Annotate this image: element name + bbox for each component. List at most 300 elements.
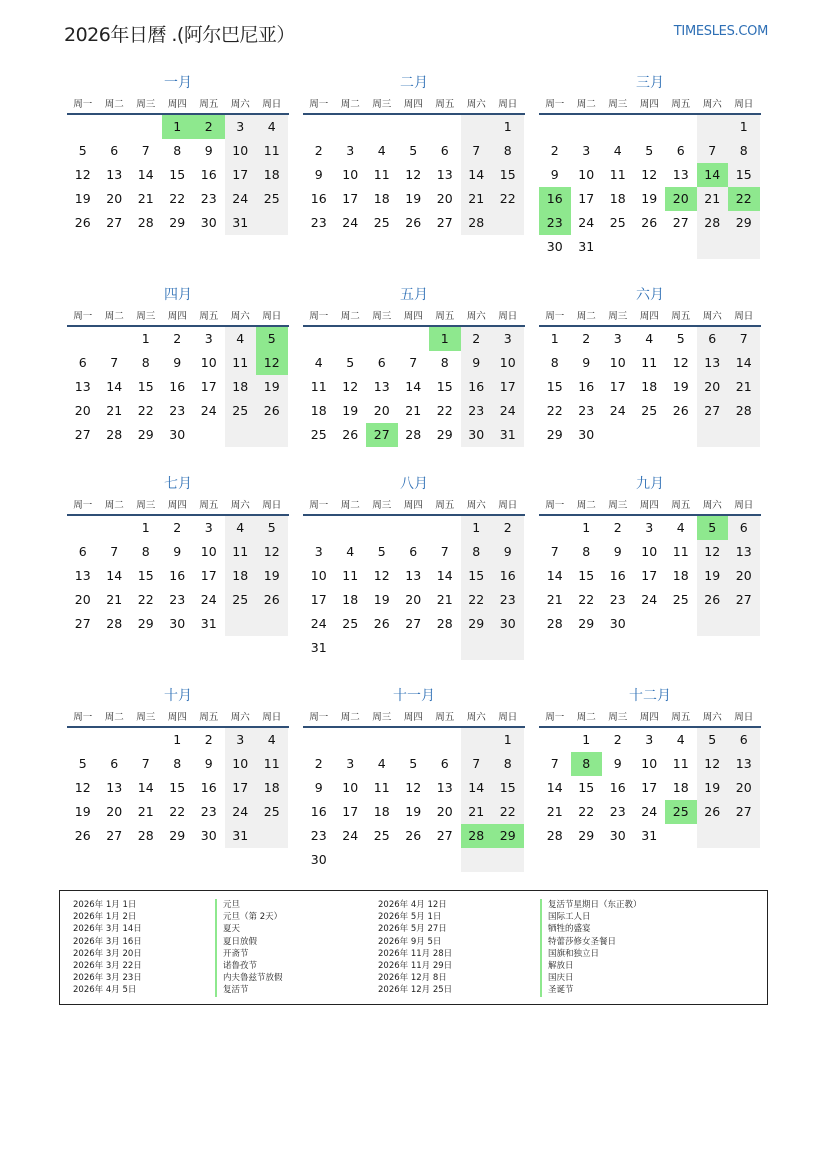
day-cell: 25 — [225, 588, 257, 612]
weekday-label: 周五 — [435, 99, 455, 110]
day-cell: 8 — [141, 544, 150, 559]
day-cell: 1 — [728, 115, 760, 139]
day-cell: 30 — [546, 239, 563, 254]
day-cell: 12 — [672, 355, 689, 370]
weekday-label: 周四 — [403, 712, 423, 723]
empty-cell — [665, 235, 697, 259]
weekday-header — [67, 707, 289, 728]
day-cell: 14 — [461, 776, 493, 800]
day-cell: 13 — [106, 780, 123, 795]
day-cell: 1 — [173, 732, 182, 747]
day-cell: 25 — [256, 187, 288, 211]
day-cell: 26 — [256, 399, 288, 423]
day-cell: 24 — [310, 616, 327, 631]
empty-cell — [539, 728, 571, 752]
weekday-label: 周六 — [230, 712, 250, 723]
day-cell: 7 — [550, 544, 559, 559]
day-cell: 17 — [641, 780, 658, 795]
day-cell: 12 — [256, 540, 288, 564]
holiday-date: 2026年 9月 5日 — [378, 936, 442, 947]
month-7 — [67, 473, 289, 636]
day-cell: 22 — [461, 588, 493, 612]
day-grid — [539, 115, 761, 259]
day-cell: 18 — [256, 163, 288, 187]
month-name: 三月 — [636, 75, 664, 91]
weekday-label: 周六 — [230, 500, 250, 511]
day-cell: 11 — [342, 568, 359, 583]
day-cell: 11 — [225, 540, 257, 564]
day-cell: 4 — [346, 544, 355, 559]
day-cell: 26 — [697, 800, 729, 824]
day-cell: 14 — [137, 780, 154, 795]
day-cell: 23 — [578, 403, 595, 418]
day-cell: 26 — [373, 616, 390, 631]
day-cell: 26 — [405, 215, 422, 230]
empty-cell — [398, 728, 430, 752]
weekday-label: 周三 — [608, 500, 628, 511]
day-cell: 20 — [436, 191, 453, 206]
day-cell: 5 — [256, 516, 288, 540]
day-cell: 31 — [578, 239, 595, 254]
day-cell: 30 — [461, 423, 493, 447]
empty-cell — [303, 516, 335, 540]
weekday-label: 周二 — [340, 311, 360, 322]
day-cell: 25 — [256, 800, 288, 824]
day-cell: 3 — [582, 143, 591, 158]
day-cell: 17 — [200, 568, 217, 583]
empty-cell — [492, 636, 524, 660]
day-cell: 21 — [106, 592, 123, 607]
weekday-label: 周三 — [608, 99, 628, 110]
day-cell: 23 — [200, 804, 217, 819]
day-cell: 15 — [492, 776, 524, 800]
day-cell: 24 — [492, 399, 524, 423]
weekday-label: 周日 — [498, 311, 518, 322]
month-name: 十月 — [164, 688, 192, 704]
weekday-label: 周一 — [73, 712, 93, 723]
weekday-label: 周三 — [136, 99, 156, 110]
day-cell: 26 — [74, 215, 91, 230]
day-cell: 7 — [697, 139, 729, 163]
day-cell: 18 — [256, 776, 288, 800]
day-cell: 30 — [609, 828, 626, 843]
holiday-date: 2026年 3月 22日 — [73, 960, 142, 971]
holiday-name: 国庆日 — [548, 973, 574, 984]
day-cell: 30 — [609, 616, 626, 631]
day-cell: 12 — [256, 351, 288, 375]
day-cell: 7 — [141, 143, 150, 158]
day-cell: 2 — [461, 327, 493, 351]
empty-cell — [571, 115, 603, 139]
day-cell: 24 — [342, 828, 359, 843]
weekday-label: 周三 — [372, 311, 392, 322]
day-cell: 15 — [461, 564, 493, 588]
holiday-name: 解放日 — [548, 960, 574, 971]
weekday-label: 周六 — [466, 712, 486, 723]
day-cell: 21 — [137, 804, 154, 819]
day-cell: 25 — [310, 427, 327, 442]
day-cell: 23 — [461, 399, 493, 423]
day-cell: 17 — [225, 776, 257, 800]
day-cell: 31 — [225, 211, 257, 235]
day-grid — [539, 327, 761, 447]
holiday-date: 2026年 11月 29日 — [378, 960, 453, 971]
day-cell: 21 — [461, 800, 493, 824]
month-9 — [539, 473, 761, 636]
day-cell: 23 — [539, 211, 571, 235]
weekday-label: 周四 — [167, 500, 187, 511]
empty-cell — [303, 115, 335, 139]
day-cell: 27 — [106, 215, 123, 230]
month-name: 九月 — [636, 476, 664, 492]
day-cell: 13 — [74, 379, 91, 394]
month-name: 十一月 — [393, 688, 435, 704]
day-cell: 28 — [461, 211, 493, 235]
day-cell: 26 — [641, 215, 658, 230]
day-cell: 13 — [436, 167, 453, 182]
weekday-label: 周六 — [466, 500, 486, 511]
empty-cell — [429, 516, 461, 540]
day-grid — [303, 516, 525, 660]
empty-cell — [366, 516, 398, 540]
holiday-name: 特蕾莎修女圣餐日 — [548, 936, 617, 947]
day-cell: 29 — [578, 616, 595, 631]
empty-cell — [67, 115, 99, 139]
day-cell: 22 — [546, 403, 563, 418]
day-cell: 3 — [314, 544, 323, 559]
weekday-label: 周一 — [309, 500, 329, 511]
holiday-name: 国际工人日 — [548, 912, 591, 923]
day-cell: 21 — [137, 191, 154, 206]
empty-cell — [256, 423, 288, 447]
holiday-dates-col-2 — [378, 899, 452, 997]
empty-cell — [130, 115, 162, 139]
holiday-name: 复活节 — [223, 985, 249, 996]
empty-cell — [398, 115, 430, 139]
holiday-date: 2026年 1月 2日 — [73, 912, 137, 923]
day-cell: 8 — [582, 544, 591, 559]
holiday-date: 2026年 12月 25日 — [378, 985, 453, 996]
day-cell: 11 — [310, 379, 327, 394]
holiday-name: 牺牲的盛宴 — [548, 924, 591, 935]
empty-cell — [130, 728, 162, 752]
empty-cell — [602, 423, 634, 447]
weekday-header — [67, 495, 289, 516]
day-cell: 10 — [225, 139, 257, 163]
holiday-date: 2026年 3月 16日 — [73, 936, 142, 947]
day-cell: 22 — [169, 191, 186, 206]
weekday-label: 周二 — [576, 99, 596, 110]
day-cell: 20 — [436, 804, 453, 819]
day-cell: 13 — [74, 568, 91, 583]
day-cell: 3 — [492, 327, 524, 351]
month-name: 四月 — [164, 287, 192, 303]
weekday-label: 周二 — [340, 712, 360, 723]
day-cell: 9 — [173, 355, 182, 370]
weekday-label: 周五 — [199, 500, 219, 511]
day-cell: 29 — [137, 616, 154, 631]
empty-cell — [634, 423, 666, 447]
empty-cell — [303, 327, 335, 351]
weekday-label: 周一 — [309, 311, 329, 322]
day-cell: 16 — [169, 379, 186, 394]
empty-cell — [602, 115, 634, 139]
holiday-name: 元旦（第 2天） — [223, 912, 283, 923]
day-cell: 11 — [373, 780, 390, 795]
holiday-name: 元旦 — [223, 900, 241, 910]
day-cell: 17 — [492, 375, 524, 399]
empty-cell — [366, 636, 398, 660]
day-grid — [67, 516, 289, 636]
day-cell: 8 — [141, 355, 150, 370]
day-cell: 8 — [173, 143, 182, 158]
day-cell: 2 — [582, 331, 591, 346]
day-cell: 15 — [137, 568, 154, 583]
day-cell: 2 — [204, 732, 213, 747]
weekday-label: 周三 — [136, 500, 156, 511]
day-cell: 16 — [200, 167, 217, 182]
weekday-label: 周四 — [639, 712, 659, 723]
day-grid — [67, 115, 289, 235]
day-cell: 28 — [405, 427, 422, 442]
day-grid — [303, 728, 525, 872]
weekday-label: 周六 — [230, 311, 250, 322]
weekday-label: 周四 — [167, 311, 187, 322]
day-cell: 24 — [225, 800, 257, 824]
weekday-label: 周五 — [199, 311, 219, 322]
weekday-label: 周六 — [702, 712, 722, 723]
day-cell: 2 — [613, 732, 622, 747]
day-cell: 20 — [74, 403, 91, 418]
day-cell: 2 — [492, 516, 524, 540]
day-cell: 29 — [492, 824, 524, 848]
day-cell: 28 — [546, 616, 563, 631]
day-cell: 23 — [492, 588, 524, 612]
month-name: 六月 — [636, 287, 664, 303]
day-cell: 27 — [672, 215, 689, 230]
day-cell: 22 — [137, 403, 154, 418]
weekday-label: 周二 — [104, 712, 124, 723]
day-cell: 30 — [169, 427, 186, 442]
day-cell: 13 — [436, 780, 453, 795]
weekday-header — [539, 707, 761, 728]
weekday-label: 周五 — [671, 311, 691, 322]
day-cell: 23 — [310, 215, 327, 230]
empty-cell — [366, 115, 398, 139]
day-cell: 31 — [641, 828, 658, 843]
month-2 — [303, 72, 525, 235]
day-cell: 20 — [728, 776, 760, 800]
day-cell: 10 — [609, 355, 626, 370]
weekday-header — [303, 707, 525, 728]
day-cell: 9 — [314, 167, 323, 182]
empty-cell — [99, 327, 131, 351]
day-cell: 10 — [578, 167, 595, 182]
day-cell: 7 — [461, 139, 493, 163]
day-cell: 7 — [110, 355, 119, 370]
day-cell: 19 — [256, 564, 288, 588]
day-cell: 7 — [141, 756, 150, 771]
empty-cell — [697, 612, 729, 636]
day-cell: 8 — [173, 756, 182, 771]
day-cell: 29 — [169, 828, 186, 843]
day-cell: 5 — [377, 544, 386, 559]
empty-cell — [99, 516, 131, 540]
weekday-label: 周六 — [702, 99, 722, 110]
empty-cell — [728, 235, 760, 259]
weekday-label: 周五 — [671, 500, 691, 511]
day-cell: 31 — [200, 616, 217, 631]
empty-cell — [398, 327, 430, 351]
day-cell: 11 — [256, 139, 288, 163]
day-cell: 29 — [546, 427, 563, 442]
day-cell: 11 — [256, 752, 288, 776]
day-cell: 21 — [106, 403, 123, 418]
month-5 — [303, 284, 525, 447]
empty-cell — [67, 327, 99, 351]
weekday-label: 周五 — [671, 712, 691, 723]
day-cell: 2 — [613, 520, 622, 535]
day-cell: 26 — [405, 828, 422, 843]
day-cell: 28 — [728, 399, 760, 423]
day-cell: 9 — [582, 355, 591, 370]
weekday-header — [303, 495, 525, 516]
weekday-label: 周日 — [734, 99, 754, 110]
weekday-label: 周四 — [403, 500, 423, 511]
day-cell: 6 — [78, 544, 87, 559]
day-grid — [67, 327, 289, 447]
weekday-label: 周三 — [608, 311, 628, 322]
day-cell: 7 — [110, 544, 119, 559]
day-cell: 20 — [697, 375, 729, 399]
day-cell: 5 — [346, 355, 355, 370]
month-name: 二月 — [400, 75, 428, 91]
day-cell: 27 — [74, 616, 91, 631]
day-cell: 14 — [546, 568, 563, 583]
day-cell: 8 — [550, 355, 559, 370]
day-cell: 9 — [173, 544, 182, 559]
day-cell: 4 — [613, 143, 622, 158]
empty-cell — [602, 235, 634, 259]
day-cell: 11 — [641, 355, 658, 370]
month-12 — [539, 685, 761, 848]
day-cell: 13 — [728, 752, 760, 776]
day-cell: 4 — [256, 728, 288, 752]
weekday-label: 周四 — [167, 712, 187, 723]
day-cell: 9 — [204, 143, 213, 158]
month-name: 十二月 — [629, 688, 671, 704]
day-cell: 2 — [193, 115, 225, 139]
day-cell: 1 — [429, 327, 461, 351]
day-cell: 9 — [550, 167, 559, 182]
holiday-dates-col-1 — [73, 899, 142, 997]
weekday-label: 周四 — [167, 99, 187, 110]
day-grid — [303, 115, 525, 235]
day-cell: 10 — [200, 544, 217, 559]
weekday-header — [539, 495, 761, 516]
day-cell: 14 — [106, 379, 123, 394]
day-cell: 13 — [405, 568, 422, 583]
day-cell: 15 — [546, 379, 563, 394]
day-cell: 20 — [106, 804, 123, 819]
day-cell: 1 — [141, 520, 150, 535]
weekday-label: 周六 — [466, 311, 486, 322]
day-cell: 6 — [728, 516, 760, 540]
day-cell: 1 — [582, 520, 591, 535]
weekday-label: 周二 — [576, 311, 596, 322]
day-cell: 14 — [546, 780, 563, 795]
weekday-header — [303, 94, 525, 115]
day-cell: 16 — [578, 379, 595, 394]
month-name: 八月 — [400, 476, 428, 492]
day-cell: 19 — [697, 776, 729, 800]
empty-cell — [728, 612, 760, 636]
day-cell: 14 — [137, 167, 154, 182]
holiday-date: 2026年 5月 1日 — [378, 912, 442, 923]
day-cell: 18 — [225, 564, 257, 588]
day-cell: 9 — [461, 351, 493, 375]
day-cell: 12 — [74, 167, 91, 182]
day-cell: 27 — [405, 616, 422, 631]
day-cell: 2 — [173, 331, 182, 346]
weekday-label: 周日 — [262, 712, 282, 723]
day-cell: 3 — [346, 756, 355, 771]
day-cell: 13 — [728, 540, 760, 564]
weekday-label: 周日 — [262, 500, 282, 511]
empty-cell — [634, 612, 666, 636]
brand-logo-text[interactable]: TIMESLES.COM — [673, 24, 768, 39]
holiday-list — [59, 890, 768, 1005]
empty-cell — [461, 848, 493, 872]
day-cell: 12 — [697, 540, 729, 564]
month-8 — [303, 473, 525, 660]
weekday-label: 周一 — [73, 99, 93, 110]
day-cell: 17 — [310, 592, 327, 607]
day-cell: 23 — [310, 828, 327, 843]
day-cell: 3 — [225, 115, 257, 139]
day-cell: 13 — [672, 167, 689, 182]
holiday-date: 2026年 4月 5日 — [73, 985, 137, 996]
empty-cell — [461, 636, 493, 660]
day-cell: 3 — [204, 520, 213, 535]
day-cell: 26 — [74, 828, 91, 843]
day-cell: 18 — [373, 804, 390, 819]
day-cell: 4 — [377, 756, 386, 771]
day-cell: 26 — [342, 427, 359, 442]
day-cell: 8 — [571, 752, 603, 776]
holiday-name: 圣诞节 — [548, 985, 574, 996]
empty-cell — [335, 516, 367, 540]
day-cell: 24 — [641, 804, 658, 819]
day-cell: 18 — [342, 592, 359, 607]
day-cell: 15 — [436, 379, 453, 394]
day-cell: 28 — [106, 427, 123, 442]
day-cell: 29 — [137, 427, 154, 442]
weekday-label: 周一 — [545, 712, 565, 723]
day-cell: 16 — [169, 568, 186, 583]
day-cell: 16 — [609, 568, 626, 583]
day-cell: 21 — [461, 187, 493, 211]
empty-cell — [429, 636, 461, 660]
empty-cell — [335, 848, 367, 872]
day-cell: 21 — [728, 375, 760, 399]
day-cell: 8 — [461, 540, 493, 564]
weekday-label: 周六 — [702, 311, 722, 322]
day-cell: 28 — [436, 616, 453, 631]
weekday-label: 周六 — [702, 500, 722, 511]
day-cell: 18 — [672, 568, 689, 583]
day-cell: 12 — [641, 167, 658, 182]
